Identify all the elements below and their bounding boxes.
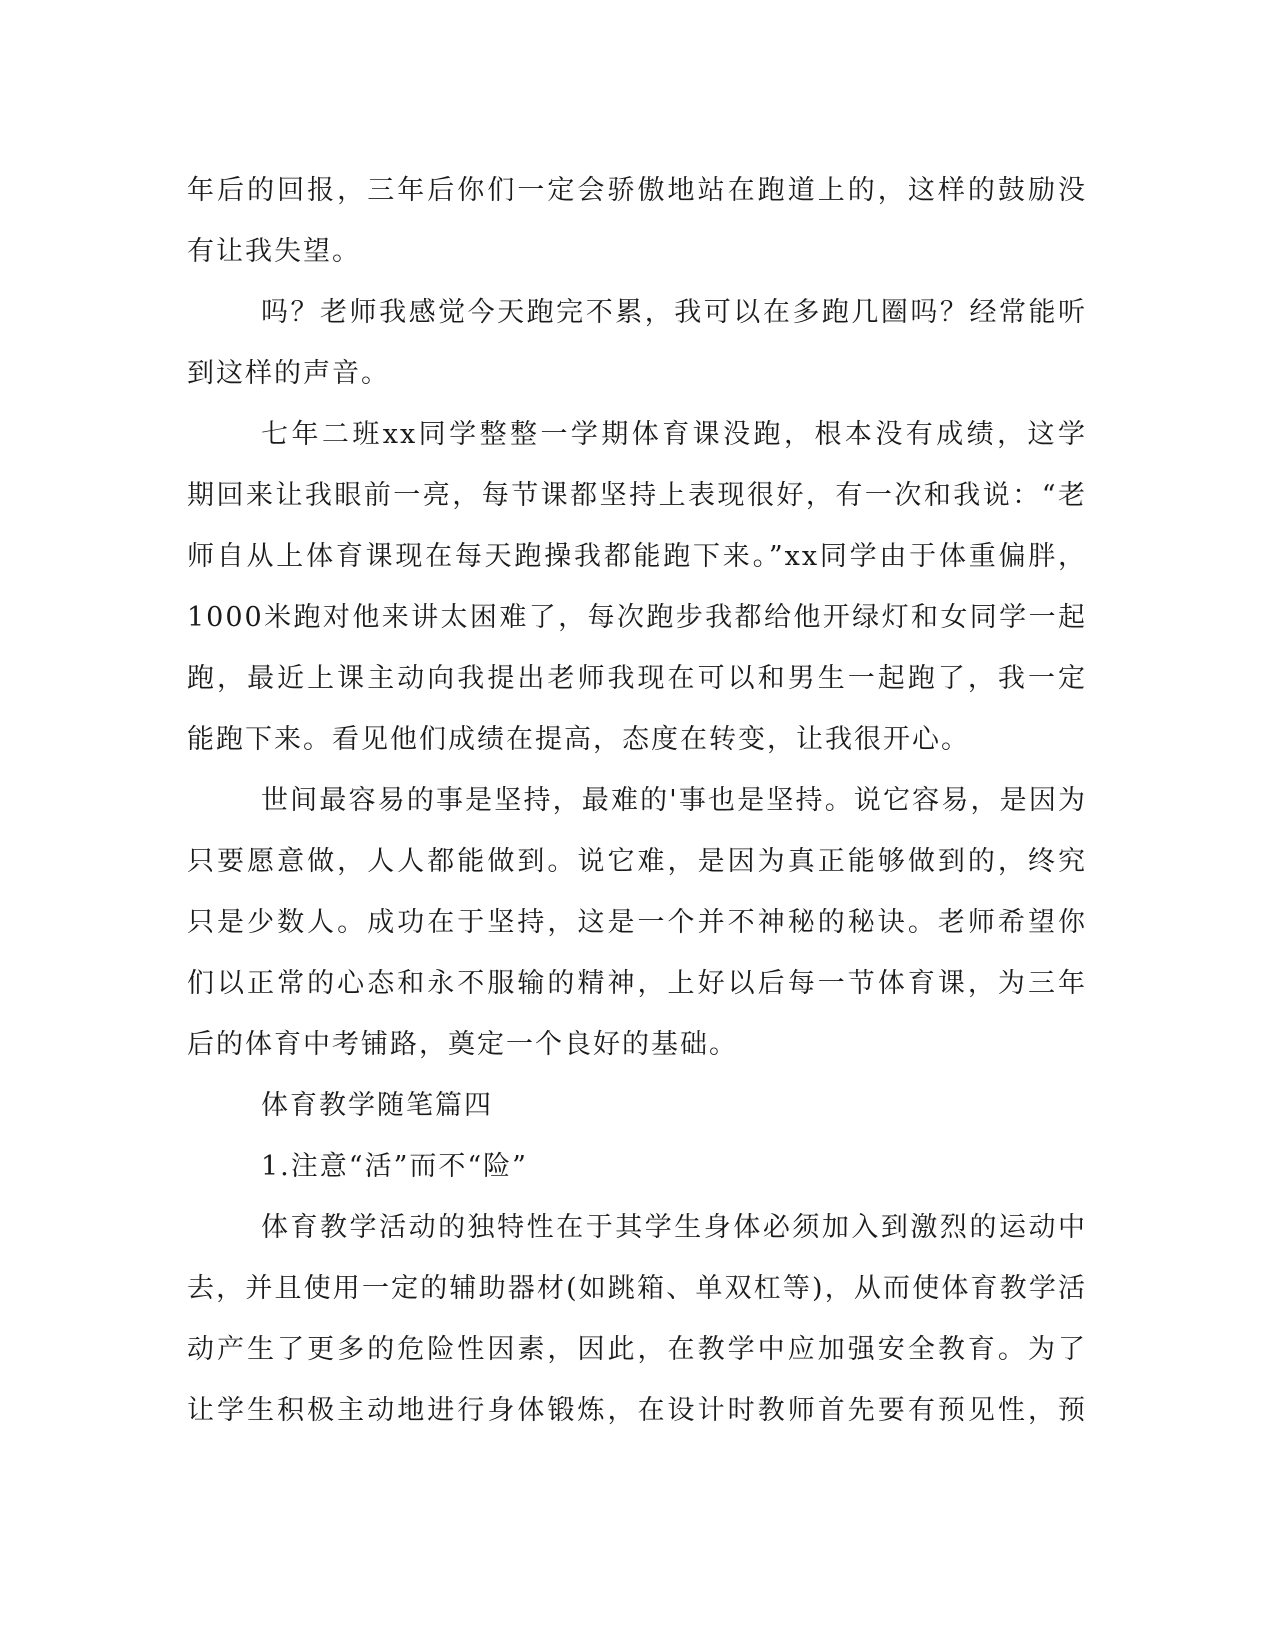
section-heading: 体育教学随笔篇四 <box>261 1090 493 1121</box>
text-line: 跑，最近上课主动向我提出老师我现在可以和男生一起跑了，我一定 <box>187 663 1087 694</box>
document-body <box>187 160 1087 1441</box>
paragraph-start-line: 世间最容易的事是坚持，最难的'事也是坚持。说它容易，是因为 <box>261 785 1087 816</box>
text-line: 期回来让我眼前一亮，每节课都坚持上表现很好，有一次和我说：“老 <box>187 480 1087 511</box>
text-line: 能跑下来。看见他们成绩在提高，态度在转变，让我很开心。 <box>187 724 970 755</box>
text-line: 1000米跑对他来讲太困难了，每次跑步我都给他开绿灯和女同学一起 <box>187 602 1087 633</box>
text-line: 师自从上体育课现在每天跑操我都能跑下来。”xx同学由于体重偏胖， <box>187 541 1087 572</box>
subsection-heading: 1.注意“活”而不“险” <box>261 1151 528 1182</box>
text-line: 后的体育中考铺路，奠定一个良好的基础。 <box>187 1029 738 1060</box>
paragraph-start-line: 体育教学活动的独特性在于其学生身体必须加入到激烈的运动中 <box>261 1212 1087 1243</box>
paragraph-start-line: 七年二班xx同学整整一学期体育课没跑，根本没有成绩，这学 <box>261 419 1087 450</box>
text-line: 只是少数人。成功在于坚持，这是一个并不神秘的秘诀。老师希望你 <box>187 907 1087 938</box>
text-line: 去，并且使用一定的辅助器材(如跳箱、单双杠等)，从而使体育教学活 <box>187 1273 1087 1304</box>
text-line: 只要愿意做，人人都能做到。说它难，是因为真正能够做到的，终究 <box>187 846 1087 877</box>
text-line: 们以正常的心态和永不服输的精神，上好以后每一节体育课，为三年 <box>187 968 1087 999</box>
paragraph-start-line: 吗？老师我感觉今天跑完不累，我可以在多跑几圈吗？经常能听 <box>261 297 1087 328</box>
text-line: 年后的回报，三年后你们一定会骄傲地站在跑道上的，这样的鼓励没 <box>187 175 1087 206</box>
text-line: 让学生积极主动地进行身体锻炼，在设计时教师首先要有预见性，预 <box>187 1395 1087 1426</box>
text-line: 到这样的声音。 <box>187 358 390 389</box>
text-line: 动产生了更多的危险性因素，因此，在教学中应加强安全教育。为了 <box>187 1334 1087 1365</box>
text-line: 有让我失望。 <box>187 236 361 267</box>
